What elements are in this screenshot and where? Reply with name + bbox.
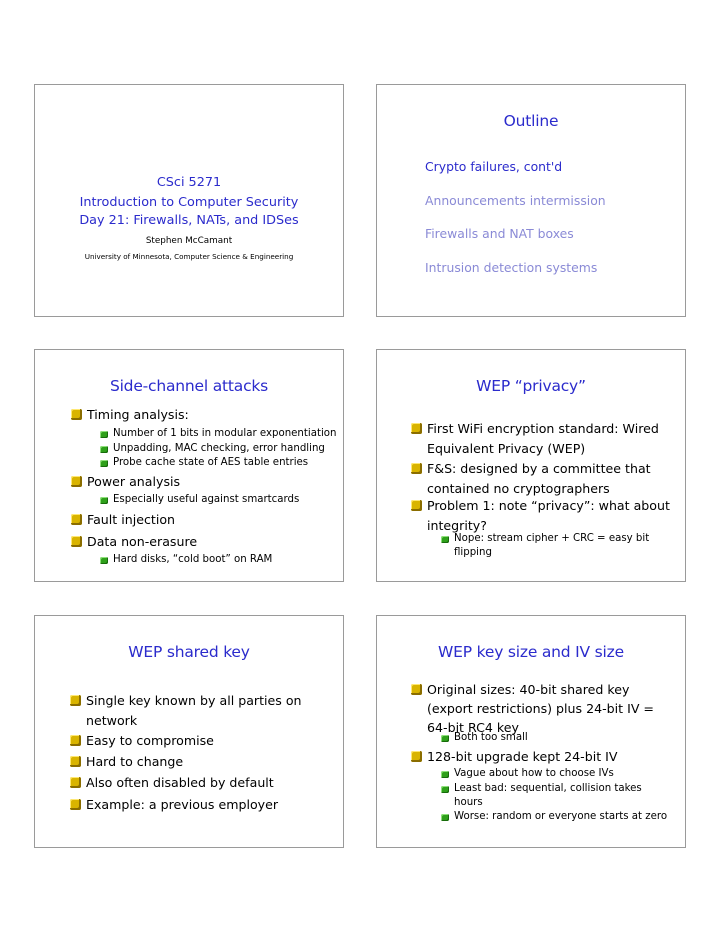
bullet: Timing analysis:: [87, 405, 189, 425]
bullet: Also often disabled by default: [86, 773, 274, 793]
bullet: Fault injection: [87, 510, 175, 530]
bullet-icon: [71, 476, 82, 487]
sub-bullet: Unpadding, MAC checking, error handling: [113, 442, 325, 456]
sub-bullet: Probe cache state of AES table entries: [113, 456, 308, 470]
slide-heading: WEP shared key: [128, 643, 250, 661]
sub-bullet-icon: [441, 735, 449, 742]
sub-bullet-icon: [441, 536, 449, 543]
bullet-icon: [411, 500, 422, 511]
outline-item: Firewalls and NAT boxes: [425, 226, 574, 241]
affiliation: University of Minnesota, Computer Science & Engineering: [84, 252, 294, 261]
sub-bullet-icon: [100, 460, 108, 467]
slide-wep-privacy: [376, 349, 686, 582]
bullet-icon: [71, 514, 82, 525]
bullet: Easy to compromise: [86, 731, 214, 751]
bullet: Single key known by all parties on network: [86, 691, 302, 731]
sub-bullet: Nope: stream cipher + CRC = easy bit flipping: [454, 532, 649, 560]
bullet-icon: [411, 684, 422, 695]
sub-bullet-icon: [441, 786, 449, 793]
sub-bullet: Vague about how to choose IVs: [454, 767, 614, 781]
outline-item: Intrusion detection systems: [425, 260, 598, 275]
sub-bullet-icon: [100, 446, 108, 453]
sub-bullet: Least bad: sequential, collision takes hours: [454, 782, 642, 810]
bullet-icon: [411, 463, 422, 474]
bullet: Original sizes: 40-bit shared key (export restrictions) plus 24-bit IV = 64-bit RC4 key: [427, 680, 654, 737]
outline-item: Crypto failures, cont'd: [425, 159, 563, 174]
sub-bullet-icon: [100, 431, 108, 438]
slide-heading: WEP “privacy”: [476, 377, 586, 395]
course-title: Introduction to Computer Security: [79, 195, 299, 210]
slide-outline: [376, 84, 686, 317]
author-name: Stephen McCamant: [145, 236, 233, 246]
slide-title: [34, 84, 344, 317]
slide-side-channel: [34, 349, 344, 582]
slide-wep-shared-key: [34, 615, 344, 848]
slide-wep-key-size: [376, 615, 686, 848]
sub-bullet: Especially useful against smartcards: [113, 493, 299, 507]
sub-bullet-icon: [100, 557, 108, 564]
bullet-icon: [70, 735, 81, 746]
sub-bullet-icon: [100, 497, 108, 504]
bullet-icon: [411, 751, 422, 762]
bullet: F&S: designed by a committee that contained no cryptographers: [427, 459, 651, 499]
sub-bullet: Worse: random or everyone starts at zero: [454, 810, 667, 824]
outline-item: Announcements intermission: [425, 193, 606, 208]
bullet: First WiFi encryption standard: Wired Equivalent Privacy (WEP): [427, 419, 659, 459]
sub-bullet-icon: [441, 771, 449, 778]
bullet-icon: [71, 536, 82, 547]
bullet-icon: [70, 695, 81, 706]
bullet: Example: a previous employer: [86, 795, 278, 815]
slide-heading: Outline: [503, 112, 559, 130]
lecture-title: Day 21: Firewalls, NATs, and IDSes: [79, 213, 299, 228]
bullet: Power analysis: [87, 472, 180, 492]
slide-heading: WEP key size and IV size: [438, 643, 624, 661]
bullet: Hard to change: [86, 752, 183, 772]
bullet: 128-bit upgrade kept 24-bit IV: [427, 747, 618, 767]
bullet-icon: [70, 756, 81, 767]
bullet-icon: [70, 799, 81, 810]
sub-bullet: Number of 1 bits in modular exponentiation: [113, 427, 336, 441]
slide-heading: Side-channel attacks: [109, 377, 269, 395]
course-number: CSci 5271: [156, 175, 222, 190]
sub-bullet: Hard disks, “cold boot” on RAM: [113, 553, 272, 567]
bullet: Problem 1: note “privacy”: what about integrity?: [427, 496, 670, 536]
sub-bullet: Both too small: [454, 731, 528, 745]
bullet-icon: [71, 409, 82, 420]
bullet-icon: [411, 423, 422, 434]
bullet-icon: [70, 777, 81, 788]
sub-bullet-icon: [441, 814, 449, 821]
bullet: Data non-erasure: [87, 532, 197, 552]
